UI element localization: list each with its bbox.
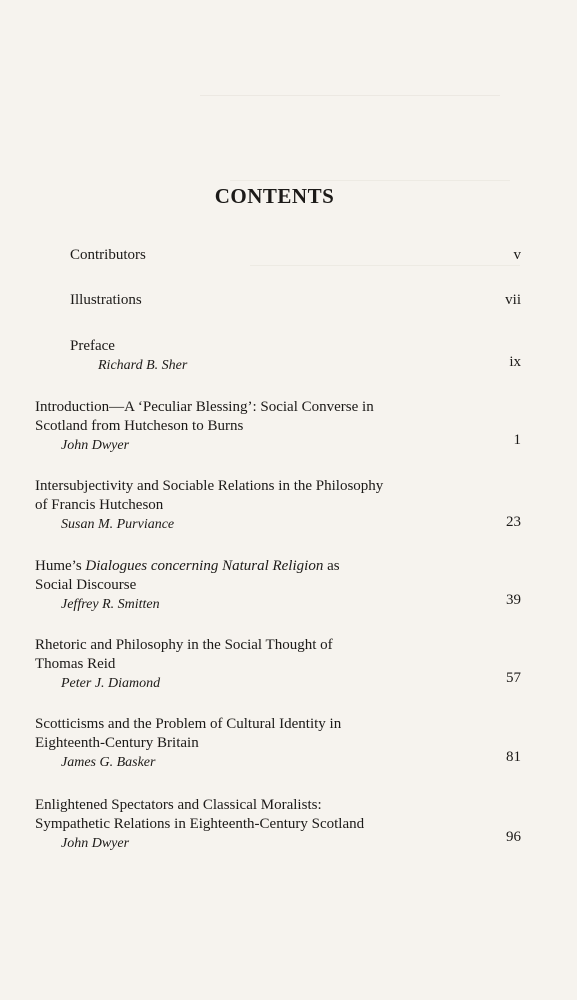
title-italic: Dialogues concerning Natural Religion <box>85 558 324 574</box>
entry-title-line: Social Discourse <box>35 577 137 593</box>
entry-title: Preface <box>70 338 115 354</box>
title-text: as <box>323 558 340 574</box>
toc-entry-illustrations <box>70 291 521 310</box>
entry-author: James G. Basker <box>61 755 156 770</box>
toc-entry-reid <box>35 636 521 693</box>
entry-title-line: Enlightened Spectators and Classical Moralists: <box>35 797 322 813</box>
entry-title-line: Rhetoric and Philosophy in the Social Thought of <box>35 637 333 653</box>
page-number: 81 <box>506 749 521 765</box>
page-number: vii <box>505 292 521 308</box>
toc-entry-hutcheson <box>35 477 521 534</box>
toc-entry-spectators <box>35 796 521 853</box>
toc-entry-introduction <box>35 398 521 455</box>
entry-author: John Dwyer <box>61 438 130 453</box>
page-title: CONTENTS <box>214 184 335 208</box>
entry-title-line: Scotticisms and the Problem of Cultural Identity in <box>35 716 342 732</box>
entry-title-line: Thomas Reid <box>35 656 116 672</box>
entry-title-line: of Francis Hutcheson <box>35 497 164 513</box>
page-number: 57 <box>506 670 521 686</box>
entry-author: Peter J. Diamond <box>61 676 161 691</box>
entry-title-line <box>35 557 521 576</box>
page-number: 23 <box>506 514 521 530</box>
show-through-bg <box>200 95 500 136</box>
entry-author: John Dwyer <box>61 836 130 851</box>
entry-title-line: Introduction—A ‘Peculiar Blessing’: Social Converse in <box>35 399 374 415</box>
page-number: 96 <box>506 829 521 845</box>
page-number: 39 <box>506 592 521 608</box>
page-number: v <box>513 247 521 263</box>
page-number: 1 <box>513 432 521 448</box>
toc-entry-contributors <box>70 246 521 265</box>
entry-title: Illustrations <box>70 292 142 308</box>
page-number: ix <box>509 354 521 370</box>
toc-entry-hume <box>35 557 521 614</box>
entry-author: Jeffrey R. Smitten <box>61 597 160 612</box>
title-text: Hume’s <box>35 558 86 574</box>
entry-title-line: Sympathetic Relations in Eighteenth-Century Scotland <box>35 816 365 832</box>
entry-title-line: Eighteenth-Century Britain <box>35 735 199 751</box>
toc-entry-scotticisms <box>35 715 521 772</box>
entry-author: Susan M. Purviance <box>61 517 175 532</box>
entry-title-line: Intersubjectivity and Sociable Relations in the Philosophy <box>35 478 384 494</box>
toc-entry-preface <box>70 337 521 375</box>
entry-author: Richard B. Sher <box>98 358 188 373</box>
entry-title-line: Scotland from Hutcheson to Burns <box>35 418 244 434</box>
entry-title: Contributors <box>70 247 146 263</box>
